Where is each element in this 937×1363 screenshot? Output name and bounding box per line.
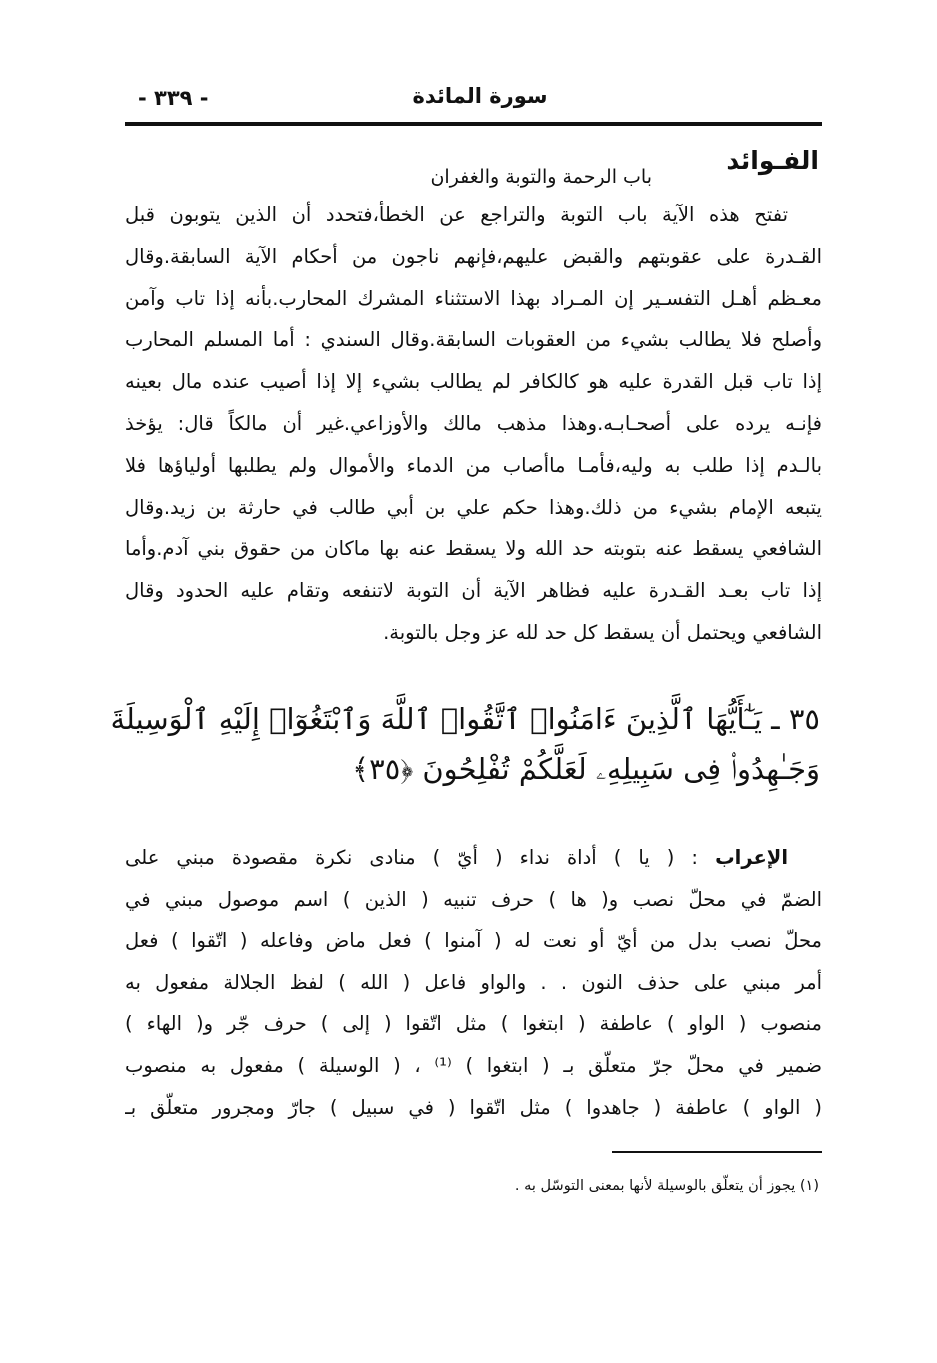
text-line: منصوب ( الواو ) عاطفة ( ابتغوا ) مثل اتّقوا ( إلى ) حرف جّر و( الهاء ) <box>125 1012 822 1036</box>
text-line: القـدرة على عقوبتهم والقبض عليهم،فإنهم ناجون من أحكام الآية السابقة.وقال <box>125 244 822 268</box>
surah-title: سورة المائدة <box>412 84 548 108</box>
irab-label: الإعراب <box>715 846 788 869</box>
irab-text: : ( يا ) أداة نداء ( أيّ ) منادى نكرة مقصودة مبني على <box>125 846 699 869</box>
benefits-heading: الفـوائد <box>726 146 819 175</box>
text-line: إذا تاب بعـد القـدرة عليه فظاهر الآية أن التوبة لاتنفعه وتقام عليه الحدود وقال <box>125 579 822 603</box>
text-line <box>125 840 822 876</box>
text-line: يتبعه الإمام بشيء من ذلك.وهذا حكم علي بن أبي طالب في حارثة بن زيد.وقال <box>125 495 822 519</box>
text-line: محلّ نصب بدل من أيّ أو نعت له ( آمنوا ) فعل ماض وفاعله ( اتّقوا ) فعل <box>125 929 822 953</box>
benefits-subheading: باب الرحمة والتوبة والغفران <box>430 166 652 188</box>
text-line: الضمّ في محلّ نصب و( ها ) حرف تنبيه ( الذين ) اسم موصول مبني في <box>125 887 822 911</box>
text-line: معـظم أهـل التفسـير إن المـراد بهذا الاستثناء المشرك المحارب.بأنه إذا تاب وآمن <box>125 286 822 310</box>
text-line: أمر مبني على حذف النون . . والواو فاعل ( الله ) لفظ الجلالة مفعول به <box>125 970 822 994</box>
verse-line: ٣٥ ـ يَـٰٓأَيُّهَا ٱلَّذِينَ ءَامَنُوا۟ ٱتَّقُوا۟ ٱللَّهَ وَٱبْتَغُوٓا۟ إِلَيْهِ ٱلْوَسِيلَةَ <box>110 702 820 736</box>
footnote: (١) يجوز أن يتعلّق بالوسيلة لأنها بمعنى التوسّل به . <box>514 1178 819 1194</box>
text-line: الشافعي ويحتمل أن يسقط كل حد لله عز وجل بالتوبة. <box>383 621 822 644</box>
page-number: - ٣٣٩ - <box>138 86 209 110</box>
text-line: ضمير في محلّ جرّ متعلّق بـ ( ابتغوا ) ⁽¹⁾ ، ( الوسيلة ) مفعول به منصوب <box>125 1054 822 1077</box>
text-line: وأصلح فلا يطالب بشيء من العقوبات السابقة.وقال السندي : أما المسلم المحارب <box>125 328 822 352</box>
text-line: فإنـه يرده على أصحـابـه.وهذا مذهب مالك والأوزاعي.غير أن مالكاً قال: يؤخذ <box>125 412 822 435</box>
text-line: بالـدم إذا طلب به وليه،فأمـا ماأصاب من الدماء والأموال ولم يطلبها أولياؤها فلا <box>125 453 822 477</box>
text-line: تفتح هذه الآية باب التوبة والتراجع عن الخطأ،فتحدد أن الذين يتوبون قبل <box>125 203 788 226</box>
footnote-rule <box>612 1151 822 1153</box>
text-line: ( الواو ) عاطفة ( جاهدوا ) مثل اتّقوا ( في سبيل ) جارّ ومجرور متعلّق بـ <box>125 1095 822 1119</box>
verse-line: وَجَـٰهِدُوا۟ فِى سَبِيلِهِۦ لَعَلَّكُمْ تُفْلِحُونَ ﴿٣٥﴾ <box>352 752 820 786</box>
text-line: إذا تاب قبل القدرة عليه هو كالكافر لم يطالب بشيء إلا إذا أصيب عنده مال بعينه <box>125 370 822 394</box>
text-line: الشافعي يسقط عنه بتوبته حد الله ولا يسقط عنه بها ماكان من حقوق بني آدم.وأما <box>125 537 822 561</box>
header-rule <box>125 122 822 126</box>
